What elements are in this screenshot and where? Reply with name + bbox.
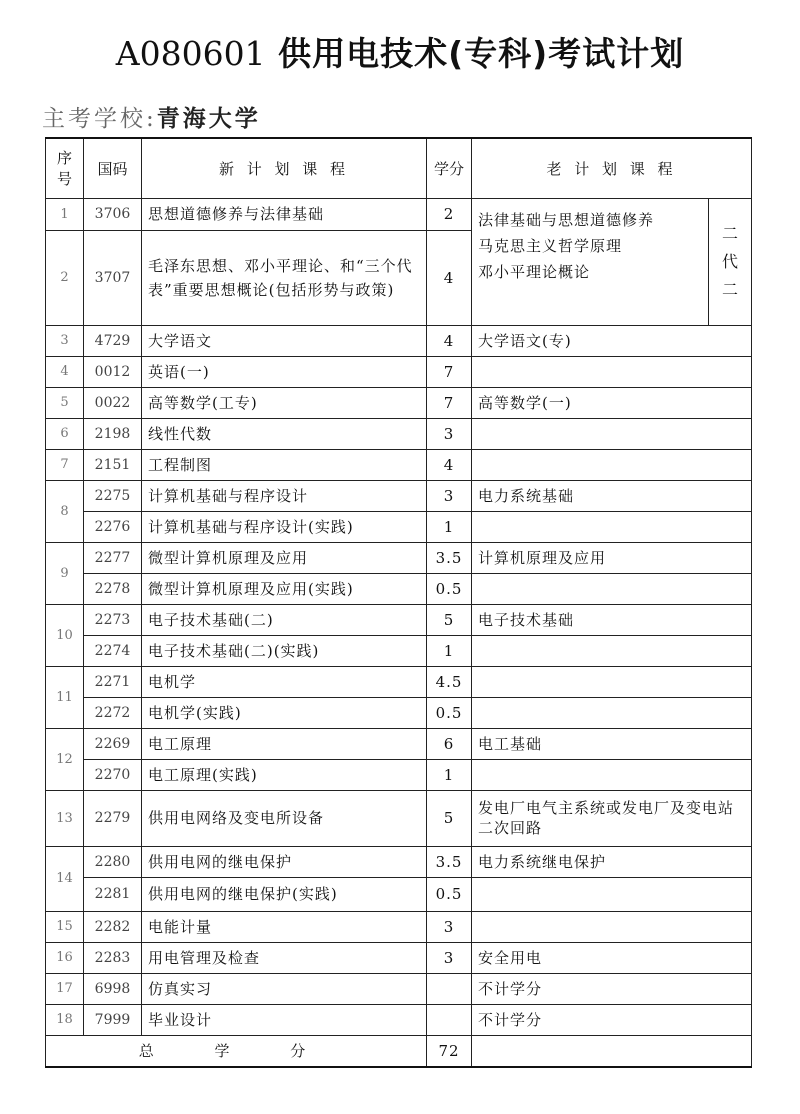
table-row (46, 418, 752, 449)
row-no: 14 (46, 846, 84, 911)
row-course: 微型计算机原理及应用(实践) (142, 573, 427, 604)
row-no: 15 (46, 911, 84, 942)
old-course-group (472, 198, 709, 325)
row-old-course: 电力系统继电保护 (472, 846, 752, 877)
total-old-empty (472, 1035, 752, 1067)
row-credit: 2 (427, 198, 472, 230)
row-no: 7 (46, 449, 84, 480)
row-code: 2280 (84, 846, 142, 877)
header-new-course: 新 计 划 课 程 (142, 138, 427, 198)
side-char: 代 (722, 251, 739, 271)
row-no: 1 (46, 198, 84, 230)
row-old-course (472, 697, 752, 728)
old-course-line: 马克思主义哲学原理 (478, 236, 623, 255)
table-row (46, 325, 752, 356)
row-course: 电机学 (142, 666, 427, 697)
table-row (46, 449, 752, 480)
table-row (46, 759, 752, 790)
row-code: 2270 (84, 759, 142, 790)
row-credit: 4 (427, 325, 472, 356)
row-course: 毛泽东思想、邓小平理论、和“三个代表”重要思想概论(包括形势与政策) (142, 230, 427, 325)
row-no: 8 (46, 480, 84, 542)
row-course: 仿真实习 (142, 973, 427, 1004)
row-no: 3 (46, 325, 84, 356)
row-credit: 0.5 (427, 877, 472, 911)
old-course-line: 法律基础与思想道德修养 (478, 210, 655, 229)
header-credit: 学分 (427, 138, 472, 198)
row-credit: 7 (427, 387, 472, 418)
row-old-course: 不计学分 (472, 1004, 752, 1035)
row-no: 17 (46, 973, 84, 1004)
row-code: 2272 (84, 697, 142, 728)
row-old-course (472, 666, 752, 697)
row-credit: 3 (427, 911, 472, 942)
page-title (0, 28, 800, 75)
old-course-side-note (709, 198, 752, 325)
header-old-course: 老 计 划 课 程 (472, 138, 752, 198)
row-no: 6 (46, 418, 84, 449)
row-course: 微型计算机原理及应用 (142, 542, 427, 573)
school-line (42, 100, 261, 133)
row-old-course (472, 877, 752, 911)
row-no: 4 (46, 356, 84, 387)
total-label: 总 学 分 (46, 1035, 427, 1067)
row-credit: 3 (427, 942, 472, 973)
row-credit: 4 (427, 230, 472, 325)
row-code: 2273 (84, 604, 142, 635)
row-old-course: 不计学分 (472, 973, 752, 1004)
row-credit: 3.5 (427, 542, 472, 573)
row-old-course: 大学语文(专) (472, 325, 752, 356)
row-old-course (472, 449, 752, 480)
row-course: 毕业设计 (142, 1004, 427, 1035)
row-course: 电子技术基础(二)(实践) (142, 635, 427, 666)
table-header-row (46, 138, 752, 198)
old-course-line: 邓小平理论概论 (478, 262, 591, 281)
row-code: 2151 (84, 449, 142, 480)
row-code: 2274 (84, 635, 142, 666)
row-course: 电能计量 (142, 911, 427, 942)
row-credit: 4 (427, 449, 472, 480)
side-char: 二 (722, 279, 739, 299)
row-course: 高等数学(工专) (142, 387, 427, 418)
table-row (46, 356, 752, 387)
row-old-course (472, 418, 752, 449)
row-credit: 3 (427, 480, 472, 511)
table-row (46, 542, 752, 573)
row-no: 11 (46, 666, 84, 728)
table-row (46, 728, 752, 759)
table-row (46, 973, 752, 1004)
row-old-course (472, 635, 752, 666)
row-no: 18 (46, 1004, 84, 1035)
row-old-course (472, 356, 752, 387)
header-code: 国码 (84, 138, 142, 198)
row-course: 供用电网络及变电所设备 (142, 790, 427, 846)
row-course: 计算机基础与程序设计 (142, 480, 427, 511)
table-row (46, 911, 752, 942)
table-row (46, 604, 752, 635)
row-course: 供用电网的继电保护(实践) (142, 877, 427, 911)
row-code: 2271 (84, 666, 142, 697)
row-credit: 3 (427, 418, 472, 449)
row-credit: 5 (427, 604, 472, 635)
table-row (46, 387, 752, 418)
row-code: 7999 (84, 1004, 142, 1035)
row-old-course: 计算机原理及应用 (472, 542, 752, 573)
row-course: 思想道德修养与法律基础 (142, 198, 427, 230)
row-no: 5 (46, 387, 84, 418)
row-code: 2275 (84, 480, 142, 511)
table-row (46, 573, 752, 604)
exam-plan-table (45, 137, 752, 1068)
school-label: 主考学校: (42, 106, 157, 132)
total-value: 72 (427, 1035, 472, 1067)
row-credit (427, 1004, 472, 1035)
row-code: 2277 (84, 542, 142, 573)
row-course: 线性代数 (142, 418, 427, 449)
row-code: 6998 (84, 973, 142, 1004)
row-credit: 0.5 (427, 697, 472, 728)
title-code: A080601 (115, 34, 266, 73)
row-code: 3707 (84, 230, 142, 325)
header-no: 序号 (46, 138, 84, 198)
row-code: 2198 (84, 418, 142, 449)
row-old-course: 电力系统基础 (472, 480, 752, 511)
row-course: 电机学(实践) (142, 697, 427, 728)
row-old-course (472, 911, 752, 942)
row-course: 大学语文 (142, 325, 427, 356)
row-credit: 0.5 (427, 573, 472, 604)
table-row (46, 1004, 752, 1035)
row-credit: 1 (427, 759, 472, 790)
row-old-course: 电工基础 (472, 728, 752, 759)
row-credit: 1 (427, 635, 472, 666)
row-course: 用电管理及检查 (142, 942, 427, 973)
row-no: 9 (46, 542, 84, 604)
row-code: 0022 (84, 387, 142, 418)
row-credit: 1 (427, 511, 472, 542)
total-row (46, 1035, 752, 1067)
row-code: 2279 (84, 790, 142, 846)
row-credit: 6 (427, 728, 472, 759)
row-code: 0012 (84, 356, 142, 387)
row-credit: 3.5 (427, 846, 472, 877)
table-row (46, 198, 752, 230)
row-no: 2 (46, 230, 84, 325)
row-credit: 5 (427, 790, 472, 846)
row-credit: 4.5 (427, 666, 472, 697)
row-credit: 7 (427, 356, 472, 387)
row-course: 供用电网的继电保护 (142, 846, 427, 877)
row-credit (427, 973, 472, 1004)
table-row (46, 790, 752, 846)
row-code: 4729 (84, 325, 142, 356)
side-char: 二 (722, 223, 739, 243)
table-row (46, 942, 752, 973)
row-code: 2283 (84, 942, 142, 973)
row-no: 16 (46, 942, 84, 973)
row-code: 3706 (84, 198, 142, 230)
table-row (46, 697, 752, 728)
row-course: 英语(一) (142, 356, 427, 387)
title-text: 供用电技术(专科)考试计划 (278, 34, 685, 73)
table-row (46, 635, 752, 666)
table-row (46, 480, 752, 511)
row-old-course (472, 511, 752, 542)
row-course: 电子技术基础(二) (142, 604, 427, 635)
row-old-course (472, 759, 752, 790)
row-old-course: 发电厂电气主系统或发电厂及变电站二次回路 (472, 790, 752, 846)
school-name: 青海大学 (156, 105, 261, 132)
table-row (46, 877, 752, 911)
row-code: 2269 (84, 728, 142, 759)
table-row (46, 511, 752, 542)
row-old-course (472, 573, 752, 604)
row-old-course: 电子技术基础 (472, 604, 752, 635)
row-course: 电工原理(实践) (142, 759, 427, 790)
row-no: 10 (46, 604, 84, 666)
row-course: 工程制图 (142, 449, 427, 480)
table-row (46, 666, 752, 697)
row-code: 2278 (84, 573, 142, 604)
table-row (46, 846, 752, 877)
row-old-course: 安全用电 (472, 942, 752, 973)
row-code: 2276 (84, 511, 142, 542)
row-code: 2282 (84, 911, 142, 942)
row-code: 2281 (84, 877, 142, 911)
row-no: 12 (46, 728, 84, 790)
row-no: 13 (46, 790, 84, 846)
row-old-course: 高等数学(一) (472, 387, 752, 418)
row-course: 电工原理 (142, 728, 427, 759)
row-course: 计算机基础与程序设计(实践) (142, 511, 427, 542)
